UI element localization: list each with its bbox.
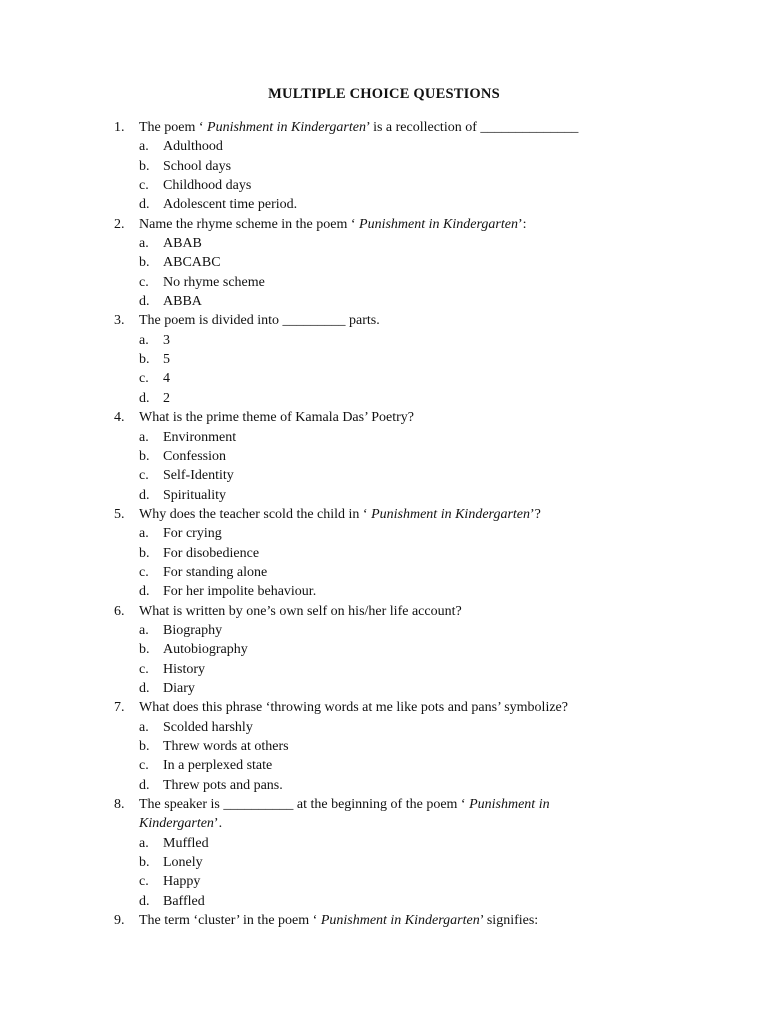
option-text: For crying: [163, 526, 222, 542]
answer-option: [0, 137, 768, 156]
question-text: [139, 911, 538, 930]
option-letter: b.: [139, 855, 150, 871]
question-text: [139, 814, 222, 833]
answer-option: [0, 756, 768, 775]
option-text: Childhood days: [163, 178, 252, 194]
answer-option: [0, 253, 768, 272]
answer-option: [0, 582, 768, 601]
option-text: Environment: [163, 429, 237, 445]
question-text-segment: What is the prime theme of Kamala Das’ Poetry?: [139, 410, 414, 426]
option-letter: c.: [139, 274, 149, 290]
option-text: Adolescent time period.: [163, 197, 298, 213]
answer-option: [0, 157, 768, 176]
option-letter: b.: [139, 448, 150, 464]
question-line: [0, 602, 768, 621]
question-number: 2.: [114, 216, 125, 232]
question-number: 6.: [114, 603, 125, 619]
answer-option: [0, 292, 768, 311]
option-text: Muffled: [163, 835, 209, 851]
question-number: 4.: [114, 410, 125, 426]
question-text-segment: The term ‘cluster’ in the poem ‘: [139, 913, 321, 929]
answer-option: [0, 369, 768, 388]
answer-option: [0, 563, 768, 582]
option-letter: a.: [139, 429, 149, 445]
question-text: [139, 505, 541, 524]
answer-option: [0, 273, 768, 292]
page-title: MULTIPLE CHOICE QUESTIONS: [268, 86, 500, 102]
option-letter: a.: [139, 835, 149, 851]
option-text: School days: [163, 158, 232, 174]
poem-title-text: Punishment in Kindergarten: [359, 216, 518, 232]
answer-option: [0, 389, 768, 408]
answer-option: [0, 892, 768, 911]
poem-title-text: Punishment in Kindergarten: [371, 506, 531, 522]
question-text-segment: What is written by one’s own self on his/her life account?: [139, 603, 462, 619]
question-number: 5.: [114, 506, 125, 522]
option-text: In a perplexed state: [163, 758, 273, 774]
answer-option: [0, 234, 768, 253]
answer-option: [0, 776, 768, 795]
question-line: [0, 814, 768, 833]
answer-option: [0, 679, 768, 698]
answer-option: [0, 621, 768, 640]
answer-option: [0, 660, 768, 679]
poem-title-text: Kindergarten: [139, 816, 214, 832]
question-text: [139, 698, 568, 717]
answer-option: [0, 718, 768, 737]
option-text: 3: [163, 332, 170, 348]
answer-option: [0, 544, 768, 563]
question-text: [139, 215, 527, 234]
option-text: 4: [163, 371, 170, 387]
option-letter: d.: [139, 487, 150, 503]
question-item: [0, 911, 768, 930]
question-text-segment: What does this phrase ‘throwing words at me like pots and pans’ symbolize?: [139, 700, 568, 716]
question-line: [0, 698, 768, 717]
answer-option: [0, 834, 768, 853]
option-letter: c.: [139, 564, 149, 580]
question-text: [139, 311, 380, 330]
answer-option: [0, 331, 768, 350]
poem-title-text: Punishment in: [469, 797, 550, 813]
answer-option: [0, 486, 768, 505]
question-text-segment: Why does the teacher scold the child in ‘: [139, 506, 372, 522]
answer-option: [0, 640, 768, 659]
option-letter: b.: [139, 545, 150, 561]
option-text: Biography: [163, 622, 223, 638]
question-item: [0, 118, 768, 215]
option-text: Lonely: [163, 855, 203, 871]
option-letter: a.: [139, 236, 149, 252]
option-text: Confession: [163, 448, 226, 464]
question-item: [0, 505, 768, 602]
answer-option: [0, 872, 768, 891]
question-item: [0, 698, 768, 795]
option-text: History: [163, 661, 205, 677]
option-letter: b.: [139, 739, 150, 754]
question-text-segment: The poem is divided into _________ parts.: [139, 313, 380, 329]
option-text: Spirituality: [163, 487, 226, 503]
option-letter: c.: [139, 661, 149, 677]
question-number: 9.: [114, 913, 125, 929]
answer-option: [0, 737, 768, 756]
option-text: Threw words at others: [163, 739, 289, 754]
question-number: 3.: [114, 313, 125, 329]
option-text: For her impolite behaviour.: [163, 584, 317, 600]
option-letter: c.: [139, 468, 149, 484]
answer-option: [0, 176, 768, 195]
option-letter: d.: [139, 390, 150, 406]
question-line: [0, 795, 768, 814]
question-text-segment: The poem ‘: [139, 120, 208, 135]
option-letter: a.: [139, 526, 149, 542]
answer-option: [0, 466, 768, 485]
poem-title-text: Punishment in Kindergarten: [320, 913, 480, 929]
question-item: [0, 215, 768, 312]
option-text: Scolded harshly: [163, 719, 253, 735]
option-letter: d.: [139, 777, 150, 793]
option-text: 5: [163, 352, 170, 368]
option-letter: b.: [139, 352, 150, 368]
question-item: [0, 795, 768, 911]
option-letter: d.: [139, 893, 150, 909]
option-text: 2: [163, 390, 170, 406]
option-letter: a.: [139, 719, 149, 735]
option-letter: d.: [139, 680, 150, 696]
answer-option: [0, 428, 768, 447]
option-text: Autobiography: [163, 642, 248, 658]
question-number: 7.: [114, 700, 125, 716]
option-letter: c.: [139, 371, 149, 387]
question-number: 8.: [114, 797, 125, 813]
answer-option: [0, 524, 768, 543]
option-text: Adulthood: [163, 139, 223, 155]
question-line: [0, 911, 768, 930]
option-letter: a.: [139, 139, 149, 155]
answer-option: [0, 195, 768, 214]
question-item: [0, 602, 768, 699]
option-letter: c.: [139, 758, 149, 774]
question-text-segment: ’.: [213, 816, 223, 832]
option-text: Threw pots and pans.: [163, 777, 283, 793]
option-letter: b.: [139, 642, 150, 658]
question-line: [0, 118, 768, 137]
question-item: [0, 408, 768, 505]
option-text: Baffled: [163, 893, 205, 909]
option-text: No rhyme scheme: [163, 274, 265, 290]
option-text: Happy: [163, 874, 201, 890]
option-letter: b.: [139, 158, 150, 174]
question-line: [0, 215, 768, 234]
option-text: ABAB: [163, 236, 202, 252]
question-line: [0, 408, 768, 427]
option-text: ABCABC: [163, 255, 221, 271]
option-text: For disobedience: [163, 545, 260, 561]
question-text: [139, 795, 550, 814]
question-text-segment: Name the rhyme scheme in the poem ‘: [139, 216, 360, 232]
option-letter: d.: [139, 197, 150, 213]
option-letter: d.: [139, 584, 150, 600]
option-text: Diary: [163, 680, 195, 696]
answer-option: [0, 853, 768, 872]
option-letter: d.: [139, 294, 150, 310]
poem-title-text: Punishment in Kindergarten: [207, 120, 366, 135]
option-letter: a.: [139, 622, 149, 638]
question-text-segment: The speaker is __________ at the beginning of the poem ‘: [139, 797, 470, 813]
question-list: [0, 118, 768, 930]
option-text: Self-Identity: [163, 468, 234, 484]
answer-option: [0, 447, 768, 466]
answer-option: [0, 350, 768, 369]
question-text: [139, 602, 462, 621]
question-text: [139, 408, 414, 427]
question-text-segment: ’ signifies:: [479, 913, 539, 929]
option-text: ABBA: [163, 294, 202, 310]
option-letter: a.: [139, 332, 149, 348]
option-letter: c.: [139, 874, 149, 890]
question-text-segment: ’:: [517, 216, 527, 232]
option-letter: c.: [139, 178, 149, 194]
option-text: For standing alone: [163, 564, 268, 580]
question-text-segment: ’?: [530, 506, 541, 522]
question-item: [0, 311, 768, 408]
question-line: [0, 505, 768, 524]
question-text-segment: ’ is a recollection of ______________: [365, 120, 579, 135]
question-number: 1.: [114, 120, 125, 135]
option-letter: b.: [139, 255, 150, 271]
question-text: [139, 118, 578, 137]
question-line: [0, 311, 768, 330]
